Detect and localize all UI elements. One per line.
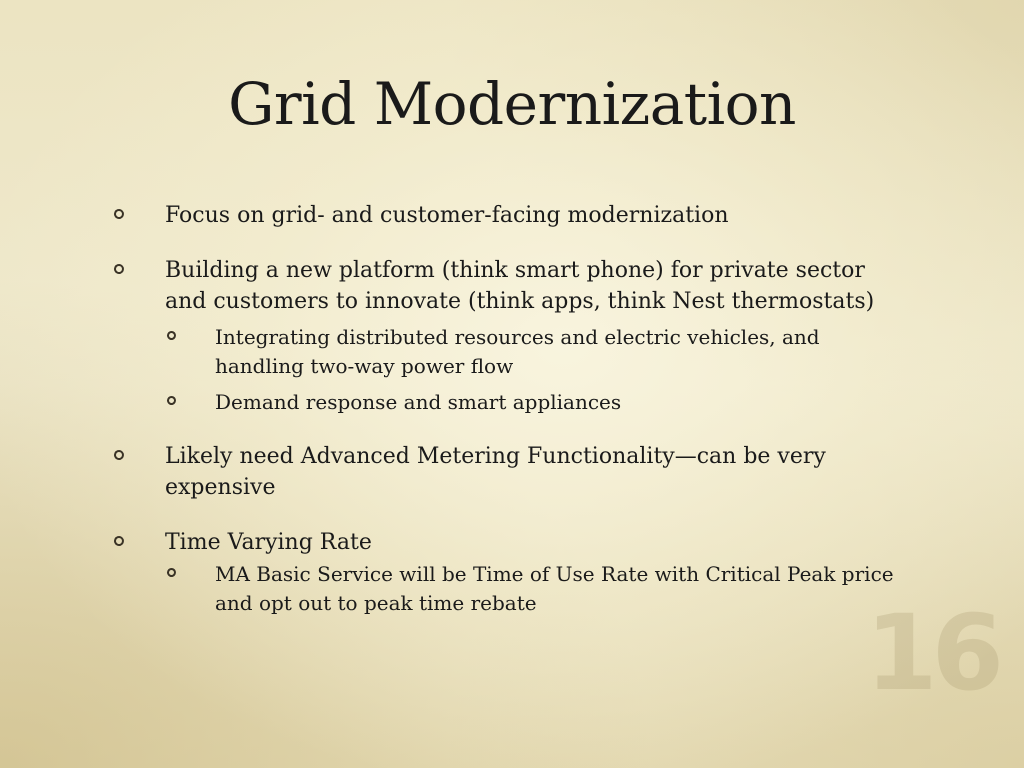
circle-bullet-icon [113,208,126,221]
bullet-item [110,441,910,503]
sub-bullet-list [165,560,910,618]
bullet-item [110,200,910,231]
sub-bullet-list [165,323,910,417]
slide-title: Grid Modernization [228,70,796,138]
bullet-text: Building a new platform (think smart phone) for private sector and customers to innovate (think apps, think Nest thermostats) [165,258,875,314]
page-number: 16 [865,592,998,714]
bullet-text: Likely need Advanced Metering Functionality—can be very expensive [165,444,826,500]
bullet-item [110,255,910,417]
sub-bullet-item [110,323,910,381]
circle-bullet-icon [113,449,126,462]
sub-bullet-text: Integrating distributed resources and electric vehicles, and handling two-way power flow [215,325,820,378]
circle-bullet-icon [166,567,178,579]
circle-bullet-icon [113,535,126,548]
circle-bullet-icon [113,263,126,276]
bullet-item [110,527,910,618]
sub-bullet-item [110,388,910,417]
sub-bullet-item [110,560,910,618]
bullet-text: Time Varying Rate [165,530,372,555]
circle-bullet-icon [166,330,178,342]
circle-bullet-icon [166,395,178,407]
bullet-list [110,200,910,642]
bullet-text: Focus on grid- and customer-facing modernization [165,203,729,228]
sub-bullet-text: Demand response and smart appliances [215,390,622,414]
sub-bullet-text: MA Basic Service will be Time of Use Rate with Critical Peak price and opt out to peak time rebate [215,562,894,615]
